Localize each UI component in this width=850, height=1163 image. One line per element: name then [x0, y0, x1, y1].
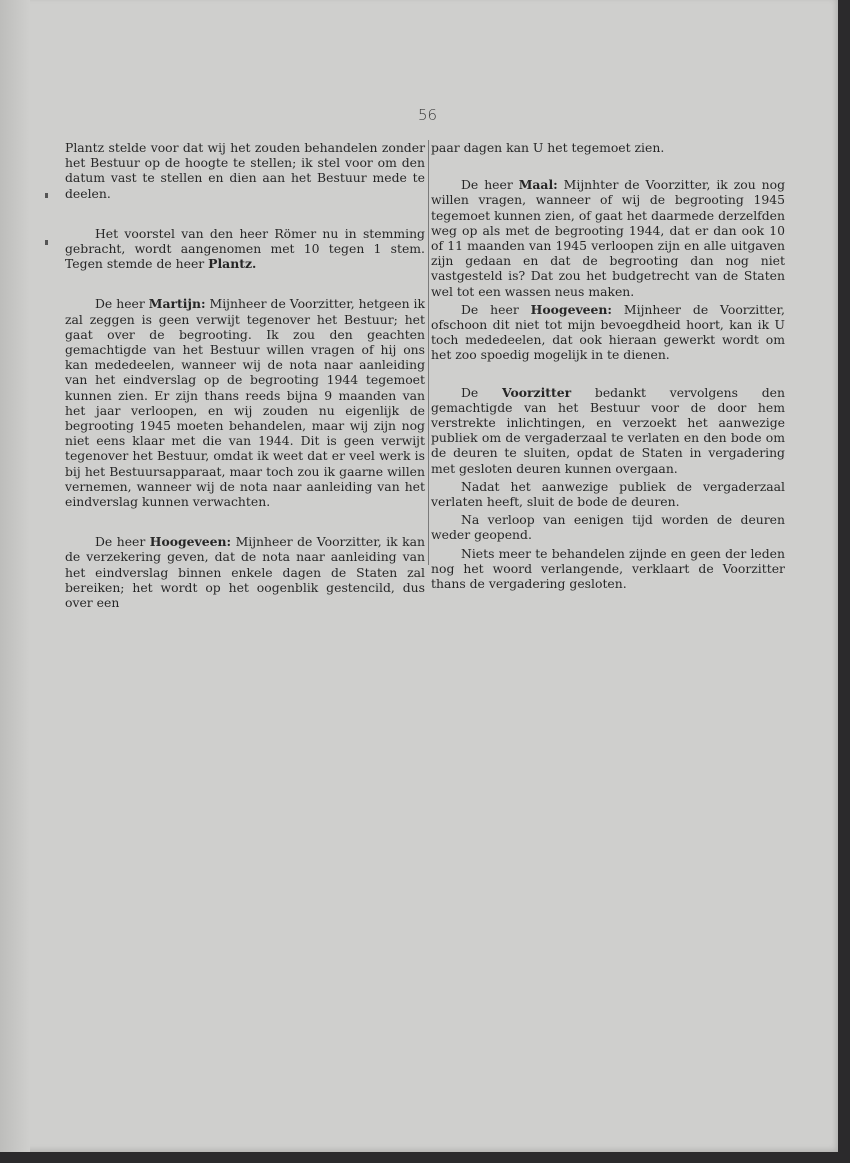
- page-edge-shadow: [0, 0, 30, 1152]
- speaker-name: Hoogeveen:: [530, 301, 613, 317]
- speaker-name: Plantz.: [208, 256, 257, 272]
- paragraph: Niets meer te behandelen zijnde en geen der leden nog het woord verlangende, verklaart de Voorzitter thans de vergadering gesloten.: [431, 545, 785, 592]
- speaker-name: Martijn:: [148, 296, 206, 312]
- paragraph: De heer Maal: Mijnhter de Voorzitter, ik zou nog willen vragen, wanneer of wij de begrooting 1945 tegemoet kunnen zien, of gaat het daarmede derzelfden weg op als met de begrooting 1944, dat er dan ook 10 of 11 maanden van 1945 verloopen zijn en alle uitgaven zijn gedaan en dat de begrooting dan nog niet vastgesteld is? Dat zou het budgetrecht van de Staten wel tot een wassen neus maken.: [431, 177, 785, 299]
- column-divider: [428, 140, 429, 565]
- paragraph: Plantz stelde voor dat wij het zouden behandelen zonder het Bestuur op de hoogte te stellen; ik stel voor om den datum vast te stellen en dien aan het Bestuur mede te deelen.: [65, 140, 425, 201]
- paragraph: De heer Hoogeveen: Mijnheer de Voorzitter, ofschoon dit niet tot mijn bevoegdheid hoort, kan ik U toch mededeelen, dat ook hieraan gewerkt wordt om het zoo spoedig mogelijk in te dienen.: [431, 301, 785, 363]
- paragraph: Nadat het aanwezige publiek de vergaderzaal verlaten heeft, sluit de bode de deuren.: [431, 478, 785, 510]
- speaker-name: Maal:: [518, 177, 558, 193]
- left-column: [65, 140, 425, 610]
- paragraph: paar dagen kan U het tegemoet zien.: [431, 140, 665, 155]
- margin-mark: [45, 193, 48, 198]
- paragraph: De heer Martijn: Mijnheer de Voorzitter, hetgeen ik zal zeggen is geen verwijt tegenover het Bestuur; het gaat over de begrooting. Ik zou den geachten gemachtigde van het Bestuur willen vragen of hij ons kan mededeelen, wanneer wij de nota naar aanleiding van het eindverslag op de begrooting 1944 tegemoet kunnen zien. Er zijn thans reeds bijna 9 maanden van het jaar verloopen, en wij zouden nu eigenlijk de begrooting 1945 moeten behandelen, maar wij zijn nog niet eens klaar met die van 1944. Dit is geen verwijt tegenover het Bestuur, omdat ik weet dat er veel werk is bij het Bestuursapparaat, maar toch zou ik gaarne willen vernemen, wanneer wij de nota naar aanleiding van het eindverslag kunnen verwachten.: [65, 296, 425, 510]
- paragraph: De Voorzitter bedankt vervolgens den gemachtigde van het Bestuur voor de door hem verstrekte inlichtingen, en verzoekt het aanwezige publiek om de vergaderzaal te verlaten en den bode om de deuren te sluiten, opdat de Staten in vergadering met gesloten deuren kunnen overgaan.: [431, 384, 785, 476]
- margin-mark: [45, 240, 48, 245]
- paragraph: De heer Hoogeveen: Mijnheer de Voorzitter, ik kan de verzekering geven, dat de nota naar aanleiding van het eindverslag binnen enkele dagen de Staten zal bereiken; het wordt op het oogenblik gestencild, dus over een: [65, 534, 425, 611]
- speaker-name: Hoogeveen:: [149, 534, 232, 550]
- paragraph: Het voorstel van den heer Römer nu in stemming gebracht, wordt aangenomen met 10 tegen 1 stem. Tegen stemde de heer Plantz.: [65, 225, 425, 272]
- page-number: 56: [418, 106, 438, 124]
- paragraph: Na verloop van eenigen tijd worden de deuren weder geopend.: [431, 512, 785, 543]
- right-column: [431, 140, 785, 591]
- speaker-name: Voorzitter: [502, 384, 572, 400]
